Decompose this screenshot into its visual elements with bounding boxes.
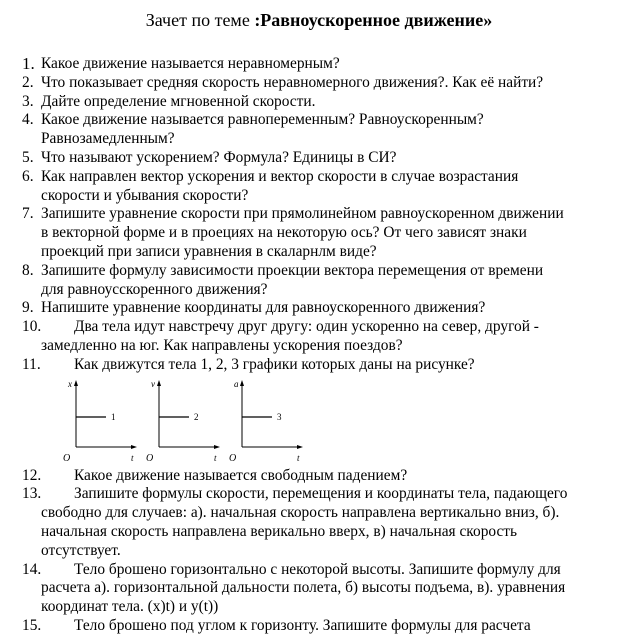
title-prefix: Зачет по теме: [145, 10, 255, 30]
question-item: [22, 149, 622, 168]
question-text-line: свободно для случаев: а). начальная скорость направлена вертикально вниз, б).: [41, 504, 560, 522]
question-item: [22, 467, 622, 486]
x-axis-arrow: [214, 445, 220, 449]
graph-3: [229, 379, 303, 464]
question-item: [22, 55, 622, 74]
question-number: 3.: [22, 92, 34, 110]
question-text-line: для равноусскоренного движения?: [41, 280, 268, 298]
question-text-line: проекций при записи уравнения в скаларнлм виде?: [41, 242, 377, 260]
graphs-svg: [62, 377, 342, 465]
question-text-line: Равнозамедленным?: [41, 130, 175, 148]
origin-label: O: [146, 452, 154, 464]
x-axis-label: t: [297, 452, 300, 463]
x-axis-arrow: [131, 445, 137, 449]
question-text-line: Что называют ускорением? Формула? Единицы в СИ?: [41, 148, 397, 166]
question-text-line: Как движутся тела 1, 2, 3 графики которых даны на рисунке?: [74, 355, 475, 373]
question-item: [22, 74, 622, 93]
question-number: 11.: [22, 355, 41, 373]
question-item: [22, 168, 622, 206]
title-topic: :Равноускоренное движение»: [254, 10, 493, 30]
question-item: [22, 617, 622, 636]
graph-line-label: 3: [277, 411, 282, 422]
question-text-line: замедленно на юг. Как направлены ускорения поездов?: [41, 336, 403, 354]
question-number: 5.: [22, 148, 34, 166]
question-text-line: Как направлен вектор ускорения и вектор скорости в случае возрастания: [41, 167, 519, 185]
page-title: [0, 9, 638, 31]
question-text-line: отсутствует.: [41, 541, 121, 559]
origin-label: O: [229, 452, 237, 464]
origin-label: O: [63, 452, 71, 464]
question-number: 10.: [22, 318, 42, 336]
question-item: [22, 485, 622, 560]
question-number: 8.: [22, 261, 34, 279]
y-axis-arrow: [157, 380, 161, 386]
question-text-line: Тело брошено горизонтально с некоторой высоты. Запишите формулу для: [74, 560, 561, 578]
question-item: [22, 356, 622, 375]
question-text-line: в векторной форме и в проециях на некоторую ось? От чего зависят знаки: [41, 224, 527, 242]
y-axis-label: x: [68, 378, 72, 389]
question-text-line: Какое движение называется свободным падением?: [74, 466, 408, 484]
x-axis-arrow: [297, 445, 303, 449]
y-axis-label: v: [151, 378, 155, 389]
question-list: [22, 55, 622, 636]
question-number: 4.: [22, 111, 34, 129]
question-text-line: Запишите формулу зависимости проекции вектора перемещения от времени: [41, 261, 544, 279]
question-item: [22, 93, 622, 112]
question-item: [22, 561, 622, 617]
question-number: 6.: [22, 167, 34, 185]
question-number: 1.: [22, 54, 35, 73]
question-number: 15.: [22, 616, 42, 634]
question-text-line: Какое движение называется неравномерным?: [41, 55, 340, 72]
question-number: 14.: [22, 560, 42, 578]
question-number: 7.: [22, 205, 34, 223]
y-axis-arrow: [74, 380, 78, 386]
question-text-line: расчета а). горизонтальной дальности полета, б) высоты подъема, в). уравнения: [41, 579, 566, 597]
question-text-line: координат тела. (x)t) и y(t)): [41, 598, 219, 616]
question-text-line: Напишите уравнение координаты для равноускоренного движения?: [41, 299, 486, 317]
question-text-line: Тело брошено под углом к горизонту. Запишите формулы для расчета: [74, 616, 531, 634]
question-text-line: начальная скорость направлена верикально вверх, в) начальная скорость: [41, 522, 518, 540]
question-text-line: Запишите формулы скорости, перемещения и координаты тела, падающего: [74, 485, 568, 503]
question-text-line: Какое движение называется равнопеременным? Равноускоренным?: [41, 111, 484, 129]
question-text-line: скорости и убывания скорости?: [41, 186, 249, 204]
question-number: 2.: [22, 73, 34, 91]
graph-1: [63, 379, 137, 464]
question-text-line: Дайте определение мгновенной скорости.: [41, 92, 316, 110]
question-item: [22, 111, 622, 149]
graphs-figure: [22, 375, 622, 467]
graph-2: [146, 379, 220, 464]
question-text-line: Два тела идут навстречу друг другу: один ускоренно на север, другой -: [74, 318, 539, 336]
question-number: 13.: [22, 485, 42, 503]
x-axis-label: t: [214, 452, 217, 463]
graph-line-label: 1: [111, 411, 116, 422]
question-number: 12.: [22, 466, 42, 484]
question-number: 9.: [22, 299, 34, 317]
question-text-line: Запишите уравнение скорости при прямолинейном равноускоренном движении: [41, 205, 564, 223]
x-axis-label: t: [131, 452, 134, 463]
question-text-line: Что показывает средняя скорость неравномерного движения?. Как её найти?: [41, 73, 544, 91]
question-item: [22, 299, 622, 318]
y-axis-label: a: [234, 378, 239, 389]
y-axis-arrow: [240, 380, 244, 386]
question-item: [22, 262, 622, 300]
graph-line-label: 2: [194, 411, 199, 422]
question-item: [22, 318, 622, 356]
question-item: [22, 205, 622, 261]
